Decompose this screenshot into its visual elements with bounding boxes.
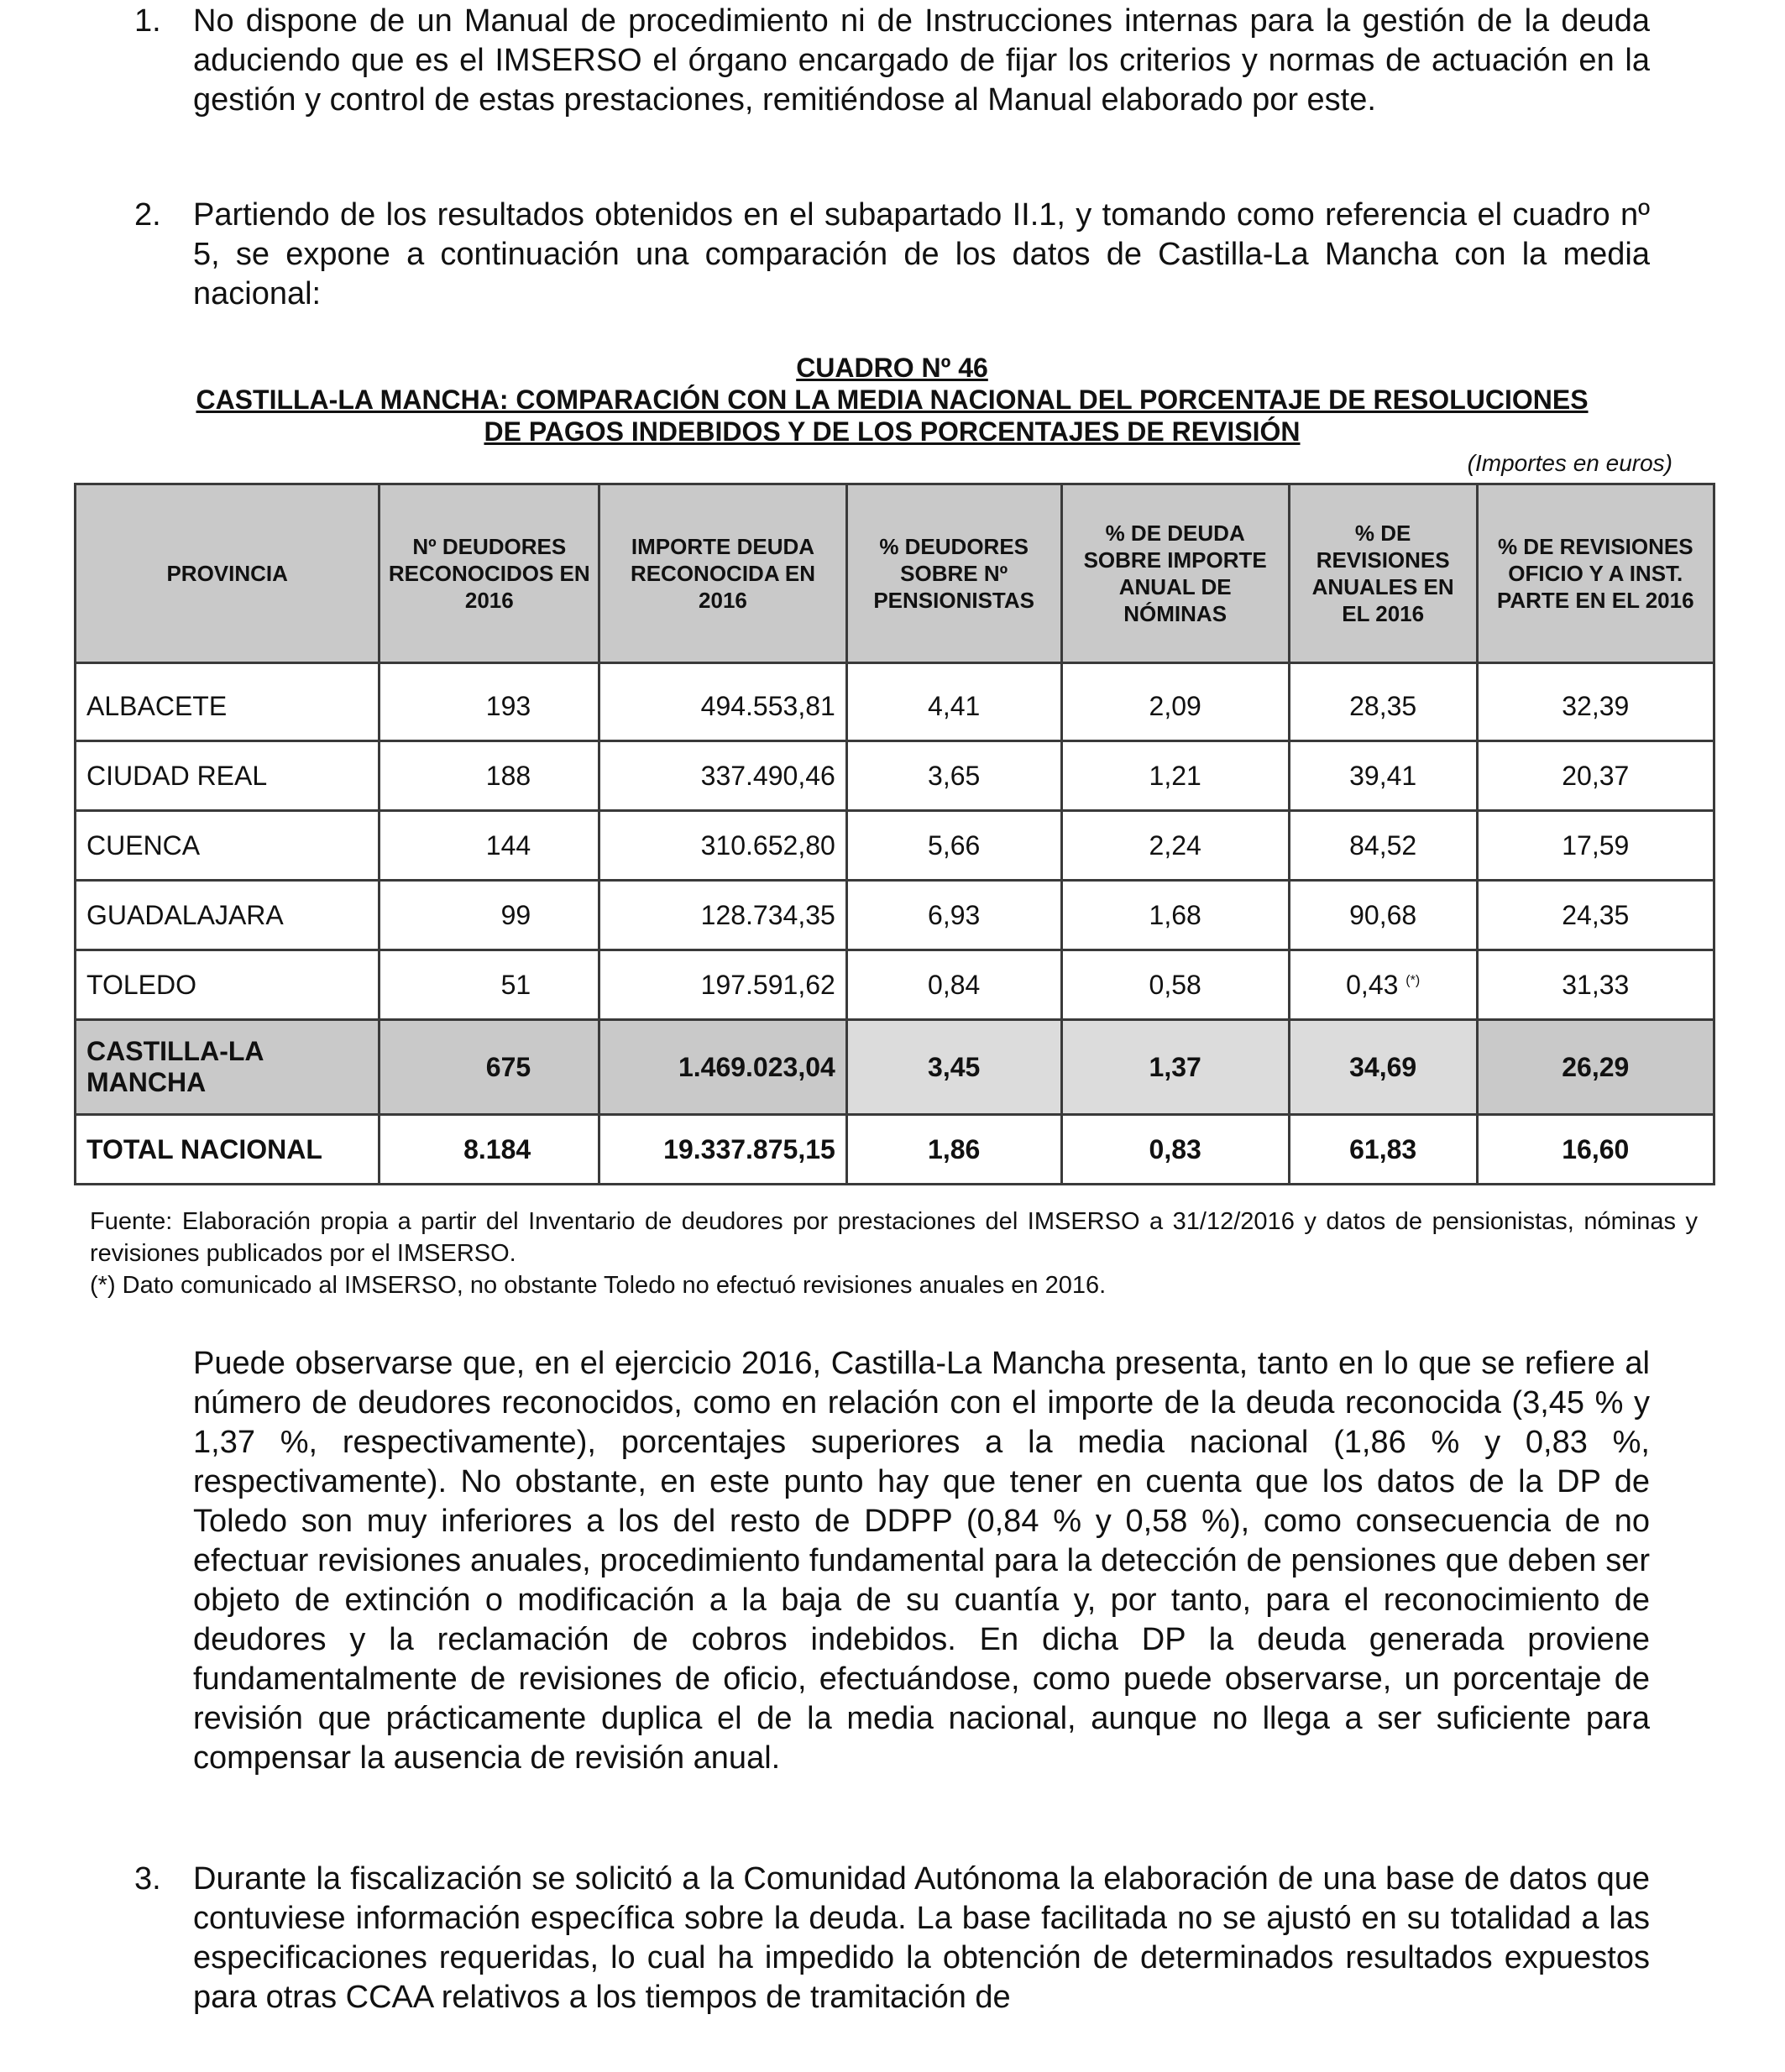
- total-row: [76, 1115, 1714, 1185]
- list-number: 2.: [134, 197, 161, 233]
- data-table: [74, 483, 1715, 1185]
- table-footnotes: [90, 1206, 1698, 1301]
- cell-rev-oficio: 17,59: [1477, 811, 1714, 881]
- cell-provincia: TOTAL NACIONAL: [76, 1115, 380, 1185]
- cell-importe: 1.469.023,04: [599, 1020, 847, 1115]
- cell-rev-anuales: 61,83: [1289, 1115, 1477, 1185]
- cell-pct-deudores: 4,41: [846, 663, 1061, 741]
- source-note: Fuente: Elaboración propia a partir del Inventario de deudores por prestaciones del IMSERSO a 31/12/2016 y datos de pensionistas, nóminas y revisiones publicados por el IMSERSO.: [90, 1208, 1698, 1267]
- list-text: No dispone de un Manual de procedimiento ni de Instrucciones internas para la gestión de la deuda aduciendo que es el IMSERSO el órgano encargado de fijar los criterios y normas de actuación en la gestión y control de estas prestaciones, remitiéndose al Manual elaborado por este.: [193, 3, 1650, 118]
- subtotal-row: [76, 1020, 1714, 1115]
- cell-provincia: ALBACETE: [76, 663, 380, 741]
- paragraph-text: Puede observarse que, en el ejercicio 2016, Castilla-La Mancha presenta, tanto en lo que se refiere al número de deudores reconocidos, como en relación con el importe de la deuda reconocida (3,45 % y 1,37 %, respectivamente), porcentajes superiores a la media nacional (1,86 % y 0,83 %, respectivamente). No obstante, en este punto hay que tener en cuenta que los datos de la DP de Toledo son muy inferiores a los del resto de DDPP (0,84 % y 0,58 %), como consecuencia de no efectuar revisiones anuales, procedimiento fundamental para la detección de pensiones que deben ser objeto de extinción o modificación a la baja de su cuantía y, por tanto, para el reconocimiento de deudores y la reclamación de cobros indebidos. En dicha DP la deuda generada proviene fundamentalmente de revisiones de oficio, efectuándose, como puede observarse, un porcentaje de revisión que prácticamente duplica el de la media nacional, aunque no llega a ser suficiente para compensar la ausencia de revisión anual.: [193, 1346, 1650, 1776]
- table-title-line-2: DE PAGOS INDEBIDOS Y DE LOS PORCENTAJES DE REVISIÓN: [484, 416, 1301, 447]
- cell-rev-anuales: 39,41: [1289, 741, 1477, 811]
- cell-provincia: GUADALAJARA: [76, 881, 380, 950]
- cell-pct-deudores: 6,93: [846, 881, 1061, 950]
- cell-rev-anuales: 84,52: [1289, 811, 1477, 881]
- cell-importe: 310.652,80: [599, 811, 847, 881]
- cell-pct-deuda: 0,58: [1061, 950, 1289, 1020]
- cell-importe: 128.734,35: [599, 881, 847, 950]
- cell-pct-deuda: 1,68: [1061, 881, 1289, 950]
- cell-rev-oficio: 20,37: [1477, 741, 1714, 811]
- table-title-line-1: CASTILLA-LA MANCHA: COMPARACIÓN CON LA MEDIA NACIONAL DEL PORCENTAJE DE RESOLUCIONES: [196, 385, 1589, 415]
- table-title-block: [134, 352, 1650, 447]
- cell-rev-anuales: [1289, 950, 1477, 1020]
- cell-importe: 19.337.875,15: [599, 1115, 847, 1185]
- table-header-row: [76, 484, 1714, 663]
- table-row: [76, 741, 1714, 811]
- cell-rev-oficio: 31,33: [1477, 950, 1714, 1020]
- table-row: [76, 811, 1714, 881]
- cell-deudores: 99: [380, 881, 599, 950]
- table-row: [76, 663, 1714, 741]
- cell-rev-oficio: 24,35: [1477, 881, 1714, 950]
- cell-deudores: 8.184: [380, 1115, 599, 1185]
- cell-pct-deuda: 2,24: [1061, 811, 1289, 881]
- cell-rev-anuales-value: 0,43: [1346, 969, 1399, 1000]
- cell-pct-deudores: 5,66: [846, 811, 1061, 881]
- list-item-3: [134, 1860, 1650, 2017]
- list-number: 1.: [134, 3, 161, 39]
- body-paragraph: [134, 1344, 1650, 1778]
- cell-rev-oficio: 26,29: [1477, 1020, 1714, 1115]
- header-deudores: Nº DEUDORES RECONOCIDOS EN 2016: [380, 484, 599, 663]
- footnote-marker: (*): [1405, 972, 1421, 987]
- asterisk-note: (*) Dato comunicado al IMSERSO, no obstante Toledo no efectuó revisiones anuales en 2016.: [90, 1272, 1107, 1299]
- cell-deudores: 188: [380, 741, 599, 811]
- cell-importe: 337.490,46: [599, 741, 847, 811]
- cell-deudores: 193: [380, 663, 599, 741]
- header-pct-deuda: % DE DEUDA SOBRE IMPORTE ANUAL DE NÓMINAS: [1061, 484, 1289, 663]
- header-rev-anuales: % DE REVISIONES ANUALES EN EL 2016: [1289, 484, 1477, 663]
- header-pct-deudores: % DEUDORES SOBRE Nº PENSIONISTAS: [846, 484, 1061, 663]
- cell-rev-anuales: 28,35: [1289, 663, 1477, 741]
- cell-provincia: CASTILLA-LA MANCHA: [76, 1020, 380, 1115]
- cell-rev-anuales: 34,69: [1289, 1020, 1477, 1115]
- cell-pct-deudores: 0,84: [846, 950, 1061, 1020]
- header-provincia: PROVINCIA: [76, 484, 380, 663]
- unit-note: (Importes en euros): [1467, 450, 1672, 476]
- list-item-1: [134, 2, 1650, 120]
- table-row: [76, 950, 1714, 1020]
- cell-provincia: CIUDAD REAL: [76, 741, 380, 811]
- header-rev-oficio: % DE REVISIONES OFICIO Y A INST. PARTE EN EL 2016: [1477, 484, 1714, 663]
- cell-rev-anuales: 90,68: [1289, 881, 1477, 950]
- list-item-2: [134, 196, 1650, 314]
- cell-pct-deudores: 1,86: [846, 1115, 1061, 1185]
- list-text: Durante la fiscalización se solicitó a la Comunidad Autónoma la elaboración de una base de datos que contuviese información específica sobre la deuda. La base facilitada no se ajustó en su totalidad a las especificaciones requeridas, lo cual ha impedido la obtención de determinados resultados expuestos para otras CCAA relativos a los tiempos de tramitación de: [193, 1861, 1650, 2015]
- cell-pct-deuda: 1,37: [1061, 1020, 1289, 1115]
- cell-deudores: 675: [380, 1020, 599, 1115]
- cell-importe: 494.553,81: [599, 663, 847, 741]
- cell-deudores: 51: [380, 950, 599, 1020]
- cell-rev-oficio: 32,39: [1477, 663, 1714, 741]
- table-number: CUADRO Nº 46: [796, 353, 988, 383]
- cell-pct-deuda: 0,83: [1061, 1115, 1289, 1185]
- cell-pct-deudores: 3,65: [846, 741, 1061, 811]
- cell-pct-deuda: 2,09: [1061, 663, 1289, 741]
- cell-pct-deuda: 1,21: [1061, 741, 1289, 811]
- header-importe: IMPORTE DEUDA RECONOCIDA EN 2016: [599, 484, 847, 663]
- cell-provincia: TOLEDO: [76, 950, 380, 1020]
- cell-pct-deudores: 3,45: [846, 1020, 1061, 1115]
- cell-provincia: CUENCA: [76, 811, 380, 881]
- list-text: Partiendo de los resultados obtenidos en el subapartado II.1, y tomando como referencia el cuadro nº 5, se expone a continuación una comparación de los datos de Castilla-La Mancha con la media nacional:: [193, 197, 1650, 311]
- list-number: 3.: [134, 1861, 161, 1897]
- cell-deudores: 144: [380, 811, 599, 881]
- cell-importe: 197.591,62: [599, 950, 847, 1020]
- table-row: [76, 881, 1714, 950]
- cell-rev-oficio: 16,60: [1477, 1115, 1714, 1185]
